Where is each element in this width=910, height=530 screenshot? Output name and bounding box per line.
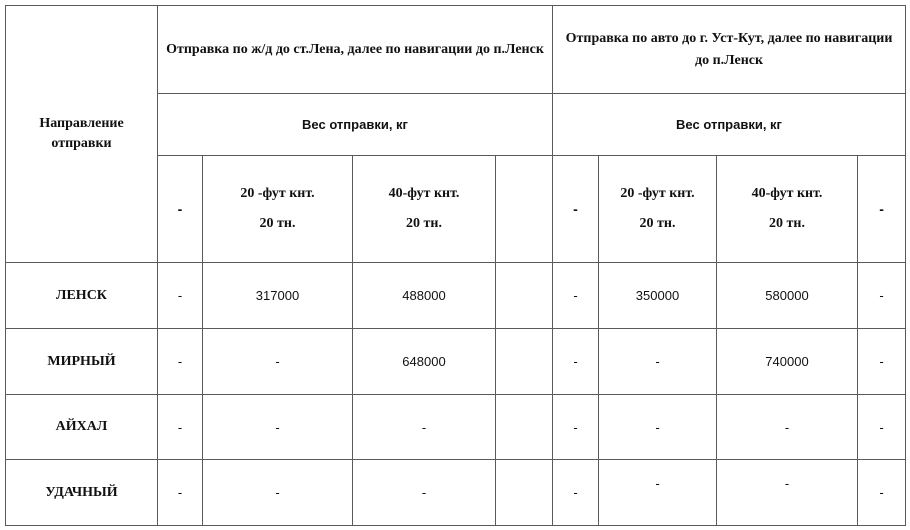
col-dash-auto: - [553, 156, 599, 263]
table-cell [496, 460, 553, 526]
table-cell: - [599, 460, 717, 526]
table-row [6, 395, 906, 460]
table-cell: - [158, 395, 203, 460]
col-40ft-auto-line1: 40-фут кнт. [751, 186, 823, 201]
table-cell: - [858, 460, 906, 526]
table-cell: - [158, 263, 203, 329]
table-cell: 317000 [203, 263, 353, 329]
group-header-rail: Отправка по ж/д до ст.Лена, далее по навигации до п.Ленск [158, 6, 553, 94]
shipping-rates-table [5, 5, 906, 526]
table-cell: - [353, 395, 496, 460]
table-cell: - [158, 329, 203, 395]
table-cell: - [203, 329, 353, 395]
table-cell: - [553, 329, 599, 395]
table-cell [496, 395, 553, 460]
table-cell: - [858, 263, 906, 329]
table-cell: 488000 [353, 263, 496, 329]
table-cell: - [203, 395, 353, 460]
table-cell: - [158, 460, 203, 526]
group-header-auto: Отправка по авто до г. Уст-Кут, далее по навигации до п.Ленск [553, 6, 906, 94]
table-cell: - [858, 395, 906, 460]
table-cell: - [553, 263, 599, 329]
table-row [6, 460, 906, 526]
row-name: МИРНЫЙ [6, 329, 158, 395]
col-20ft-rail-line1: 20 -фут кнт. [240, 186, 315, 201]
col-20ft-auto-line1: 20 -фут кнт. [620, 186, 695, 201]
table-cell: 740000 [717, 329, 858, 395]
col-40ft-auto-line2: 20 тн. [769, 216, 805, 231]
table-cell: - [717, 395, 858, 460]
table-cell: - [599, 329, 717, 395]
col-20ft-rail [203, 156, 353, 263]
direction-header: Направление отправки [6, 6, 158, 263]
col-40ft-rail-line1: 40-фут кнт. [388, 186, 460, 201]
col-20ft-auto-line2: 20 тн. [639, 216, 676, 231]
table-cell: - [858, 329, 906, 395]
col-20ft-rail-line2: 20 тн. [259, 216, 296, 231]
row-name: УДАЧНЫЙ [6, 460, 158, 526]
table-cell: - [353, 460, 496, 526]
col-40ft-rail [353, 156, 496, 263]
table-row [6, 263, 906, 329]
row-name: ЛЕНСК [6, 263, 158, 329]
table-row [6, 329, 906, 395]
col-40ft-rail-line2: 20 тн. [406, 216, 442, 231]
row-name: АЙХАЛ [6, 395, 158, 460]
table-cell: 580000 [717, 263, 858, 329]
weight-header-rail: Вес отправки, кг [158, 94, 553, 156]
col-dash-rail: - [158, 156, 203, 263]
rates-sheet [5, 5, 905, 525]
table-cell: - [553, 460, 599, 526]
header-row-groups [6, 6, 906, 94]
table-cell: - [553, 395, 599, 460]
table-cell: 648000 [353, 329, 496, 395]
col-20ft-auto [599, 156, 717, 263]
table-cell: - [717, 460, 858, 526]
table-cell [496, 329, 553, 395]
table-cell [496, 263, 553, 329]
col-40ft-auto [717, 156, 858, 263]
table-cell: 350000 [599, 263, 717, 329]
weight-header-auto: Вес отправки, кг [553, 94, 906, 156]
col-extra-auto: - [858, 156, 906, 263]
col-extra-rail [496, 156, 553, 263]
table-cell: - [203, 460, 353, 526]
table-cell: - [599, 395, 717, 460]
